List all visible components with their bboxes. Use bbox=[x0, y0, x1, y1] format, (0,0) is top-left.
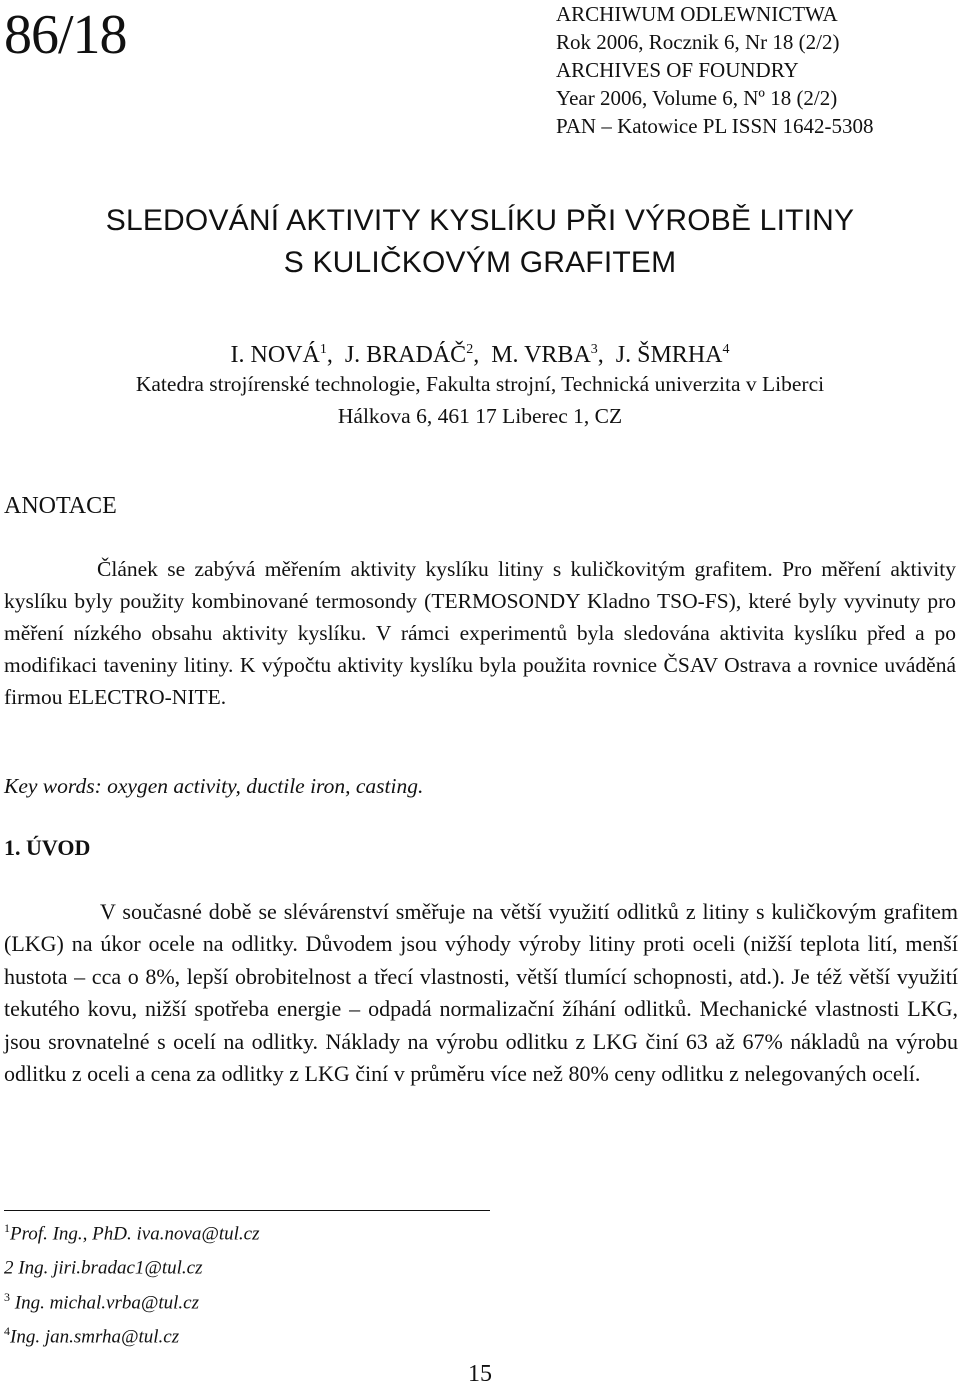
page-number: 15 bbox=[468, 1361, 492, 1387]
introduction-body bbox=[4, 896, 958, 1090]
article-id: 86/18 bbox=[4, 4, 127, 66]
abstract-paragraph: Článek se zabývá měřením aktivity kyslíku litiny s kuličkovitým grafitem. Pro měření aktivity kyslíku byly použity kombinované termosondy (TERMOSONDY Kladno TSO-FS), které byly vyvinuty pro měření nízkého obsahu aktivity kyslíku. V rámci experimentů byla sledována aktivita kyslíku před a po modifikaci taveniny litiny. K výpočtu aktivity kyslíku byla použita rovnice ČSAV Ostrava a rovnice uváděná firmou ELECTRO-NITE. bbox=[4, 557, 956, 709]
abstract-body bbox=[4, 553, 956, 713]
author-affil-mark: 2 bbox=[466, 342, 474, 357]
journal-line: Year 2006, Volume 6, Nº 18 (2/2) bbox=[556, 86, 838, 110]
journal-line: ARCHIVES OF FOUNDRY bbox=[556, 58, 799, 82]
author-list: I. NOVÁ$^1$, J. BRADÁČ$^2$, M. VRBA$^3$, J. ŠMRHA$^4$ bbox=[230, 342, 730, 368]
author-name: M. VRBA bbox=[491, 342, 591, 368]
journal-info bbox=[556, 0, 874, 140]
keywords: Key words: oxygen activity, ductile iron, casting. bbox=[4, 774, 424, 798]
journal-line: Rok 2006, Rocznik 6, Nr 18 (2/2) bbox=[556, 30, 840, 54]
footnote-separator bbox=[4, 1210, 490, 1211]
journal-line: PAN – Katowice PL ISSN 1642-5308 bbox=[556, 114, 874, 138]
footnotes bbox=[4, 1214, 260, 1351]
paper-title bbox=[0, 200, 960, 284]
author-affil-mark: 4 bbox=[722, 342, 730, 357]
footnote-mark: 4 bbox=[4, 1323, 10, 1338]
author-name: J. ŠMRHA bbox=[615, 342, 723, 368]
footnote bbox=[4, 1317, 260, 1351]
footnote-text: 2 Ing. jiri.bradac1@tul.cz bbox=[4, 1257, 203, 1279]
section-heading: 1. ÚVOD bbox=[4, 835, 91, 860]
affiliation bbox=[0, 368, 960, 432]
footnote-text: Ing. michal.vrba@tul.cz bbox=[10, 1291, 199, 1313]
author-name: I. NOVÁ bbox=[230, 342, 320, 368]
footnote bbox=[4, 1248, 260, 1282]
title-line: S KULIČKOVÝM GRAFITEM bbox=[283, 246, 677, 279]
footnote-text: Prof. Ing., PhD. iva.nova@tul.cz bbox=[10, 1223, 260, 1245]
footnote-text: Ing. jan.smrha@tul.cz bbox=[10, 1326, 180, 1348]
title-line: SLEDOVÁNÍ AKTIVITY KYSLÍKU PŘI VÝROBĚ LITINY bbox=[105, 204, 855, 237]
footnote-mark: 3 bbox=[4, 1289, 10, 1304]
footnote bbox=[4, 1214, 260, 1248]
author-name: J. BRADÁČ bbox=[344, 342, 467, 368]
abstract-heading: ANOTACE bbox=[4, 493, 117, 519]
introduction-paragraph: V současné době se slévárenství směřuje na větší využití odlitků z litiny s kuličkovým grafitem (LKG) na úkor ocele na odlitky. Důvodem jsou výhody výroby litiny proti oceli (nižší teplota lití, menší hustota – cca o 8%, lepší obrobitelnost a třecí vlastnosti, větší tlumící schopnosti, atd.). Je též větší využití tekutého kovu, nižší spotřeba energie – odpadá normalizační žíhání odlitků. Mechanické vlastnosti LKG, jsou srovnatelné s ocelí na odlitky. Náklady na výrobu odlitku z LKG činí 63 až 67% nákladů na výrobu odlitku z oceli a cena za odlitky z LKG činí v průměru více než 80% ceny odlitku z nelegovaných ocelí. bbox=[4, 899, 958, 1087]
affiliation-line: Hálkova 6, 461 17 Liberec 1, CZ bbox=[337, 404, 623, 428]
footnote-mark: 1 bbox=[4, 1221, 10, 1235]
footnote bbox=[4, 1283, 260, 1317]
author-affil-mark: 1 bbox=[319, 342, 327, 357]
author-affil-mark: 3 bbox=[590, 342, 598, 357]
affiliation-line: Katedra strojírenské technologie, Fakulta strojní, Technická univerzita v Liberci bbox=[135, 372, 825, 396]
journal-line: ARCHIWUM ODLEWNICTWA bbox=[556, 2, 838, 26]
